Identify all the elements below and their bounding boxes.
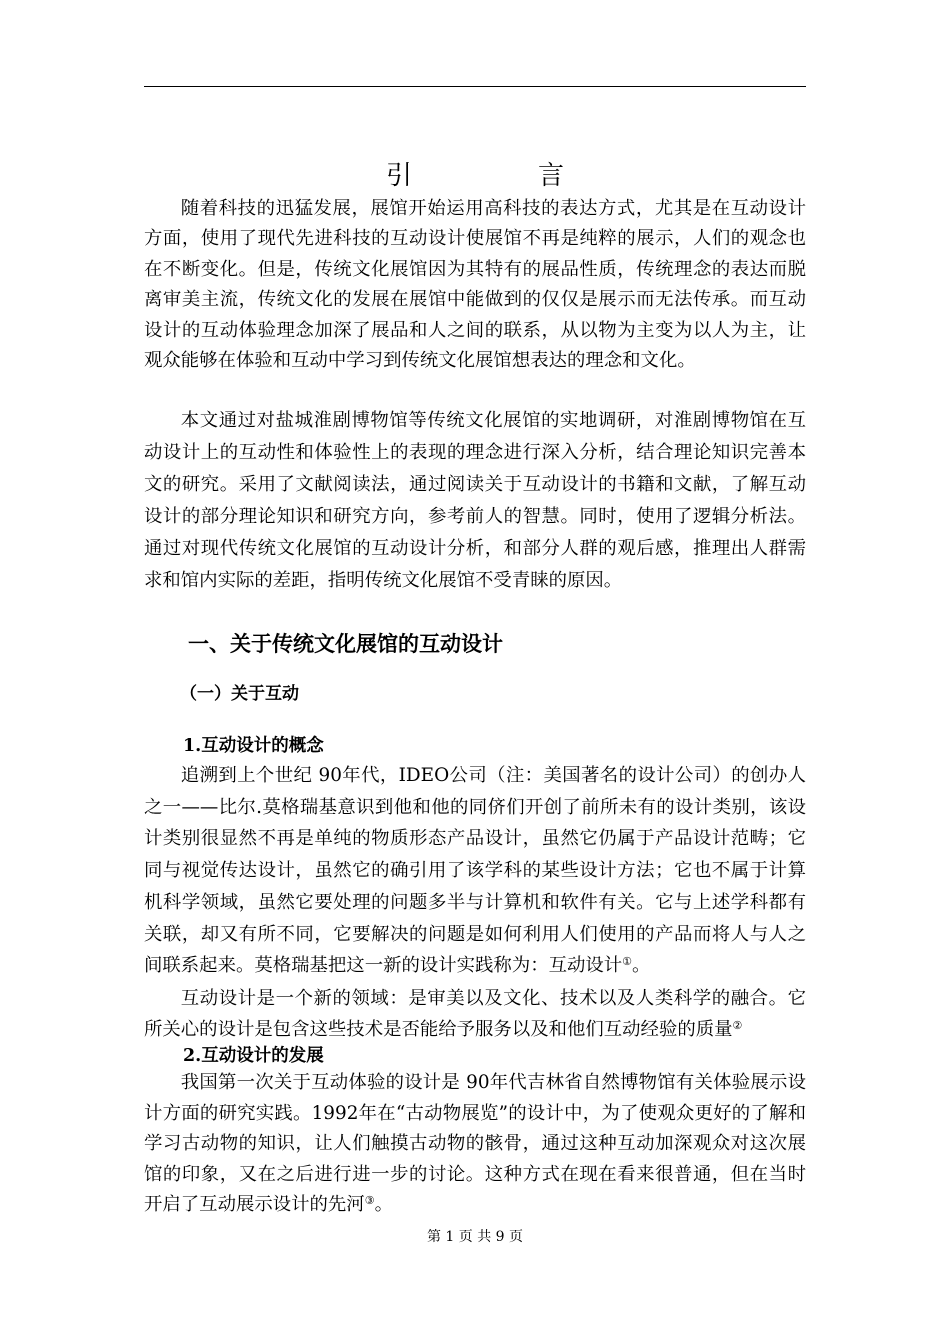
development-paragraph-text: 我国第一次关于互动体验的设计是 90年代吉林省自然博物馆有关体验展示设计方面的研究实践。1992年在“古动物展览”的设计中，为了使观众更好的了解和学习古动物的知识，让人们触摸古动物的骸骨，通过这种互动加深观众对这次展馆的印象，又在之后进行进一步的讨论。这种方式在现在看来很普通，但在当时开启了互动展示设计的先河 xyxy=(144,1072,806,1215)
intro-paragraph-2: 本文通过对盐城淮剧博物馆等传统文化展馆的实地调研，对淮剧博物馆在互动设计上的互动性和体验性上的表现的理念进行深入分析，结合理论知识完善本文的研究。采用了文献阅读法，通过阅读关于互动设计的书籍和文献，了解互动设计的部分理论知识和研究方向，参考前人的智慧。同时，使用了逻辑分析法。通过对现代传统文化展馆的互动设计分析，和部分人群的观后感，推理出人群需求和馆内实际的差距，指明传统文化展馆不受青睐的原因。 xyxy=(144,410,806,591)
item-heading-concept: 1.互动设计的概念 xyxy=(183,736,324,756)
intro-paragraph-1: 随着科技的迅猛发展，展馆开始运用高科技的表达方式，尤其是在互动设计方面，使用了现代先进科技的互动设计使展馆不再是纯粹的展示，人们的观念也在不断变化。但是，传统文化展馆因为其特有的展品性质，传统理念的表达而脱离审美主流，传统文化的发展在展馆中能做到的仅仅是展示而无法传承。而互动设计的互动体验理念加深了展品和人之间的联系，从以物为主变为以人为主，让观众能够在体验和互动中学习到传统文化展馆想表达的理念和文化。 xyxy=(144,198,806,372)
concept-paragraph-1 xyxy=(144,760,806,982)
header-rule xyxy=(144,86,806,87)
development-paragraph xyxy=(144,1068,806,1221)
page-footer: 第 1 页 共 9 页 xyxy=(426,1229,524,1245)
footnote-marker-2: ② xyxy=(732,1019,743,1032)
concept-paragraph-1-text: 追溯到上个世纪 90年代，IDEO公司（注：美国著名的设计公司）的创办人之一——比尔.莫格瑞基意识到他和他的同侪们开创了前所未有的设计类别，该设计类别很显然不再是单纯的物质形态产品设计，虽然它仍属于产品设计范畴；它同与视觉传达设计，虽然它的确引用了该学科的某些设计方法；它也不属于计算机科学领域，虽然它要处理的问题多半与计算机和软件有关。它与上述学科都有关联，却又有所不同，它要解决的问题是如何利用人们使用的产品而将人与人之间联系起来。莫格瑞基把这一新的设计实践称为：互动设计 xyxy=(144,765,806,977)
development-paragraph-end: 。 xyxy=(374,1194,393,1215)
page-title: 引 言 xyxy=(385,161,614,191)
section-heading: 一、关于传统文化展馆的互动设计 xyxy=(188,632,503,656)
concept-paragraph-2 xyxy=(144,983,806,1045)
footnote-marker-3: ③ xyxy=(364,1194,375,1207)
concept-paragraph-2-text: 互动设计是一个新的领域：是审美以及文化、技术以及人类科学的融合。它所关心的设计是包含这些技术是否能给予服务以及和他们互动经验的质量 xyxy=(144,988,806,1040)
footnote-marker-1: ① xyxy=(622,955,633,969)
subsection-heading: （一）关于互动 xyxy=(180,684,299,704)
item-heading-development: 2.互动设计的发展 xyxy=(183,1046,324,1066)
concept-paragraph-1-end: 。 xyxy=(632,955,651,977)
